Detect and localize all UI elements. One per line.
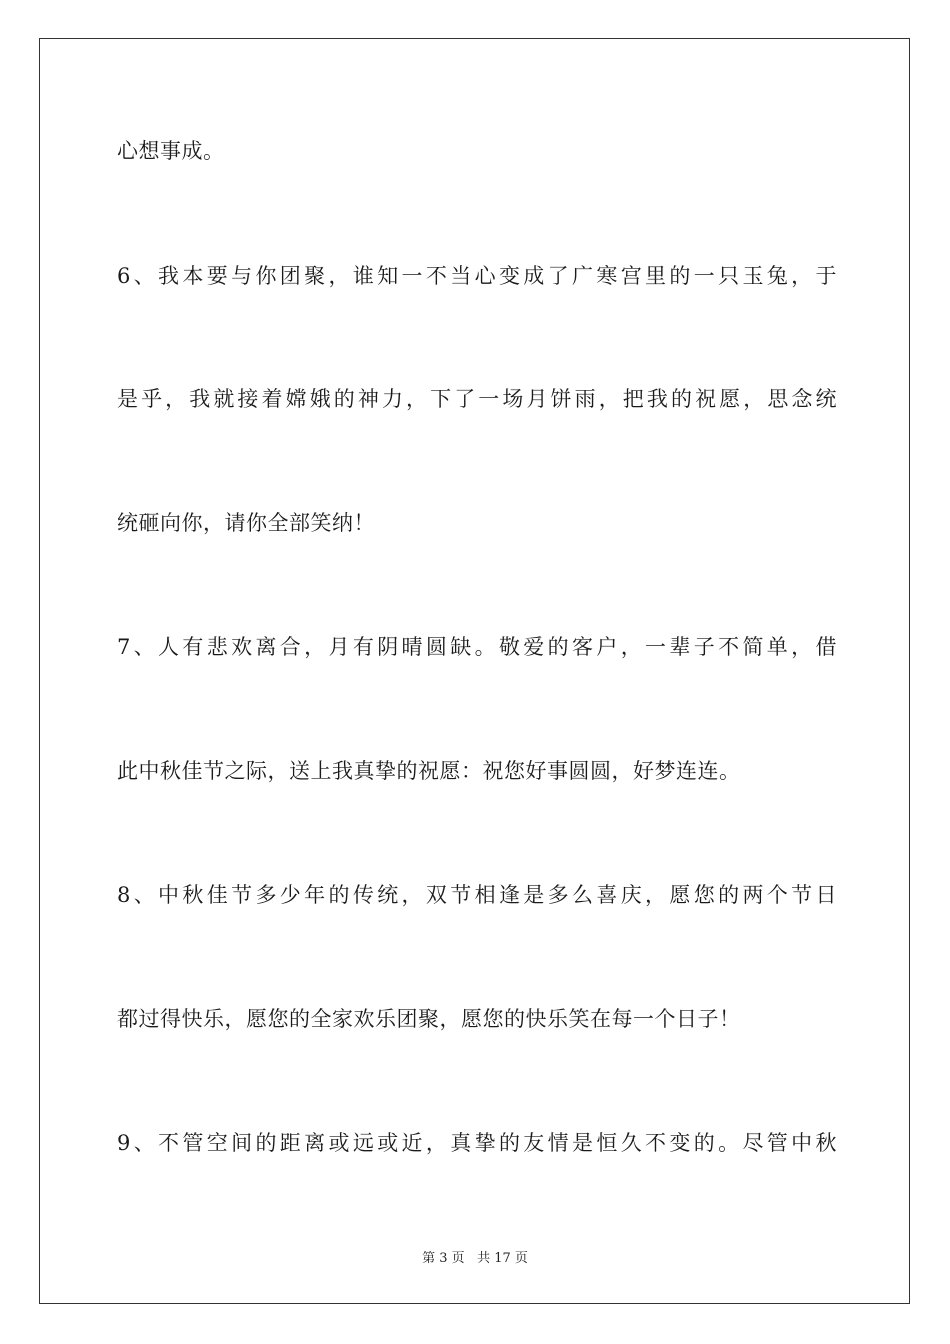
text-line-5: 7、人有悲欢离合，月有阴晴圆缺。敬爱的客户，一辈子不简单，借 — [117, 635, 837, 659]
page-border — [39, 38, 910, 1304]
page-total: 共 17 页 — [477, 1251, 528, 1266]
text-line-4: 统砸向你，请你全部笑纳！ — [117, 511, 375, 535]
text-line-7: 8、中秋佳节多少年的传统，双节相逢是多么喜庆，愿您的两个节日 — [117, 883, 837, 907]
text-line-1: 心想事成。 — [117, 139, 225, 163]
text-line-8: 都过得快乐，愿您的全家欢乐团聚，愿您的快乐笑在每一个日子！ — [117, 1007, 741, 1031]
text-line-3: 是乎，我就接着嫦娥的神力，下了一场月饼雨，把我的祝愿，思念统 — [117, 387, 837, 411]
text-line-6: 此中秋佳节之际，送上我真挚的祝愿：祝您好事圆圆，好梦连连。 — [117, 759, 741, 783]
page-number: 第 3 页 — [422, 1251, 465, 1266]
text-line-2: 6、我本要与你团聚，谁知一不当心变成了广寒宫里的一只玉兔，于 — [117, 264, 837, 288]
text-line-9: 9、不管空间的距离或远或近，真挚的友情是恒久不变的。尽管中秋 — [117, 1131, 837, 1155]
page-footer — [0, 1247, 950, 1266]
